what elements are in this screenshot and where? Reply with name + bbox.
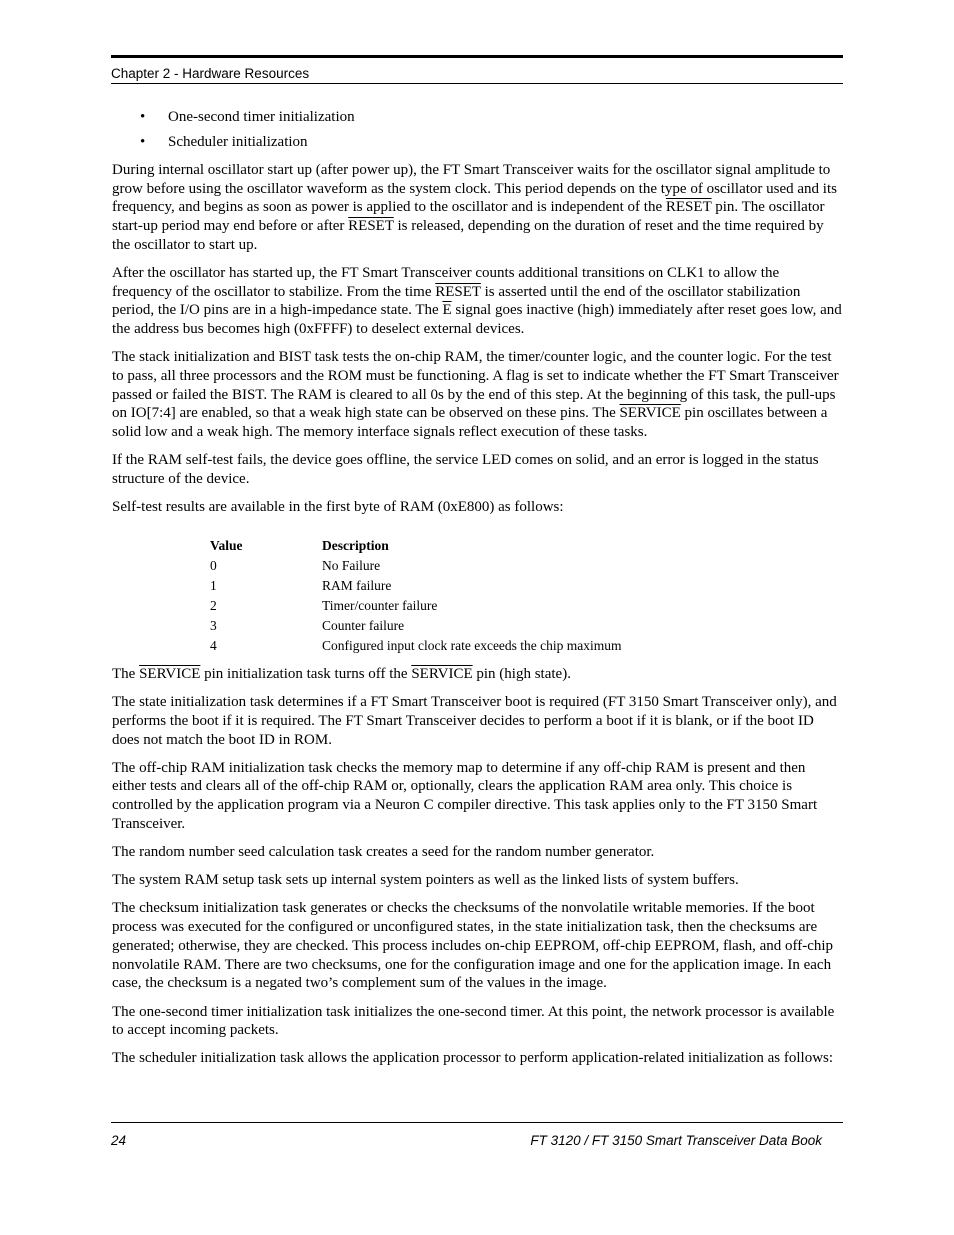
paragraph-bist: The stack initialization and BIST task tests the on-chip RAM, the timer/counter logic, and the counter logic. For the test to pass, all three processors and the ROM must be functioning. A flag is set to indicate whether the FT Smart Transceiver passed or failed the BIST. The RAM is cleared to all 0s by the end of this step. At the beginning of this task, the pull-ups on IO[7:4] are enabled, so that a weak high state can be observed on these pins. The SERVICE pin oscillates between a solid low and a weak high. The memory interface signals reflect execution of these tasks. [112,349,839,441]
column-header-value: Value [210,537,243,553]
paragraph-selftest-results: Self-test results are available in the first byte of RAM (0xE800) as follows: [112,499,564,516]
paragraph-selftest-fail: If the RAM self-test fails, the device goes offline, the service LED comes on solid, and an error is logged in the status structure of the device. [112,452,819,488]
table-cell-value: 1 [210,577,217,593]
table-cell-value: 3 [210,617,217,633]
reset-signal: RESET [665,199,712,216]
paragraph-random-seed: The random number seed calculation task creates a seed for the random number generator. [112,844,655,861]
table-row [210,616,622,636]
paragraph-one-second-timer: The one-second timer initialization task initializes the one-second timer. At this point, the network processor is available to accept incoming packets. [112,1003,835,1039]
paragraph-oscillator-startup: During internal oscillator start up (after power up), the FT Smart Transceiver waits for the oscillator signal amplitude to grow before using the oscillator waveform as the system clock. This period depends on the type of oscillator used and its frequency, and begins as soon as power is applied to the oscillator and is independent of the RESET pin. The oscillator start-up period may end before or after RESET is released, depending on the duration of reset and the time required by the oscillator to start up. [112,162,837,253]
column-header-description: Description [322,537,389,553]
table-cell-description: Counter failure [322,617,405,633]
table-cell-description: RAM failure [322,577,392,593]
table-row [210,556,622,576]
paragraph-oscillator-stabilize: After the oscillator has started up, the FT Smart Transceiver counts additional transitions on CLK1 to allow the frequency of the oscillator to stabilize. From the time RESET is asserted until the end of the oscillator stabilization period, the I/O pins are in a high-impedance state. The $\overline{E}$ signal goes inactive (high) immediately after reset goes low, and the address bus becomes high (0xFFFF) to deselect external devices. [112,265,842,338]
paragraph-system-ram: The system RAM setup task sets up internal system pointers as well as the linked lists of system buffers. [112,872,739,889]
service-signal: SERVICE [619,405,681,422]
service-signal: SERVICE [411,665,473,682]
reset-signal: RESET [435,283,481,300]
page-number: 24 [111,1133,127,1148]
footer-rule [111,1122,843,1123]
bullet-list [112,108,842,151]
book-title: FT 3120 / FT 3150 Smart Transceiver Data Book [530,1133,822,1148]
table-cell-description: Timer/counter failure [322,597,438,613]
chapter-title: Chapter 2 - Hardware Resources [111,66,310,81]
table-row [210,576,622,596]
table-header-row [210,536,622,556]
e-signal: $\overline{E}$ [442,302,452,319]
table-cell-value: 0 [210,557,217,573]
reset-signal: RESET [348,218,394,235]
body-text [112,108,842,1078]
header-top-rule [111,55,843,58]
table-cell-description: Configured input clock rate exceeds the chip maximum [322,637,622,653]
bullet-item: • Scheduler initialization [112,133,842,151]
paragraph-offchip-ram: The off-chip RAM initialization task checks the memory map to determine if any off-chip RAM is present and then either tests and clears all of the off-chip RAM or, optionally, clears the application RAM area only. This choice is controlled by the application program via a Neuron C compiler directive. This task applies only to the FT 3150 Smart Transceiver. [112,759,818,832]
table-row [210,636,622,656]
paragraph-state-init: The state initialization task determines if a FT Smart Transceiver boot is required (FT 3150 Smart Transceiver only), and performs the boot if it is required. The FT Smart Transceiver decides to perform a boot if it is blank, or if the boot ID does not match the boot ID in ROM. [112,694,837,748]
service-signal: SERVICE [139,665,201,682]
table-cell-value: 4 [210,637,217,653]
table-cell-value: 2 [210,597,217,613]
table-cell-description: No Failure [322,557,381,573]
paragraph-scheduler: The scheduler initialization task allows the application processor to perform application-related initialization as follows: [112,1050,834,1067]
bullet-item: • One-second timer initialization [112,108,842,126]
selftest-results-table [210,536,622,656]
paragraph-checksum: The checksum initialization task generates or checks the checksums of the nonvolatile writable memories. If the boot process was executed for the configured or unconfigured states, in the state initialization task, then the checksums are generated; otherwise, they are checked. This process includes on-chip EEPROM, off-chip EEPROM, flash, and off-chip nonvolatile RAM. There are two checksums, one for the configuration image and one for the application image. In each case, the checksum is a negated two’s complement sum of the values in the image. [112,900,834,992]
header-bottom-rule [111,83,843,84]
paragraph-service-pin: The SERVICE pin initialization task turns off the SERVICE pin (high state). [112,665,571,682]
table-row [210,596,622,616]
